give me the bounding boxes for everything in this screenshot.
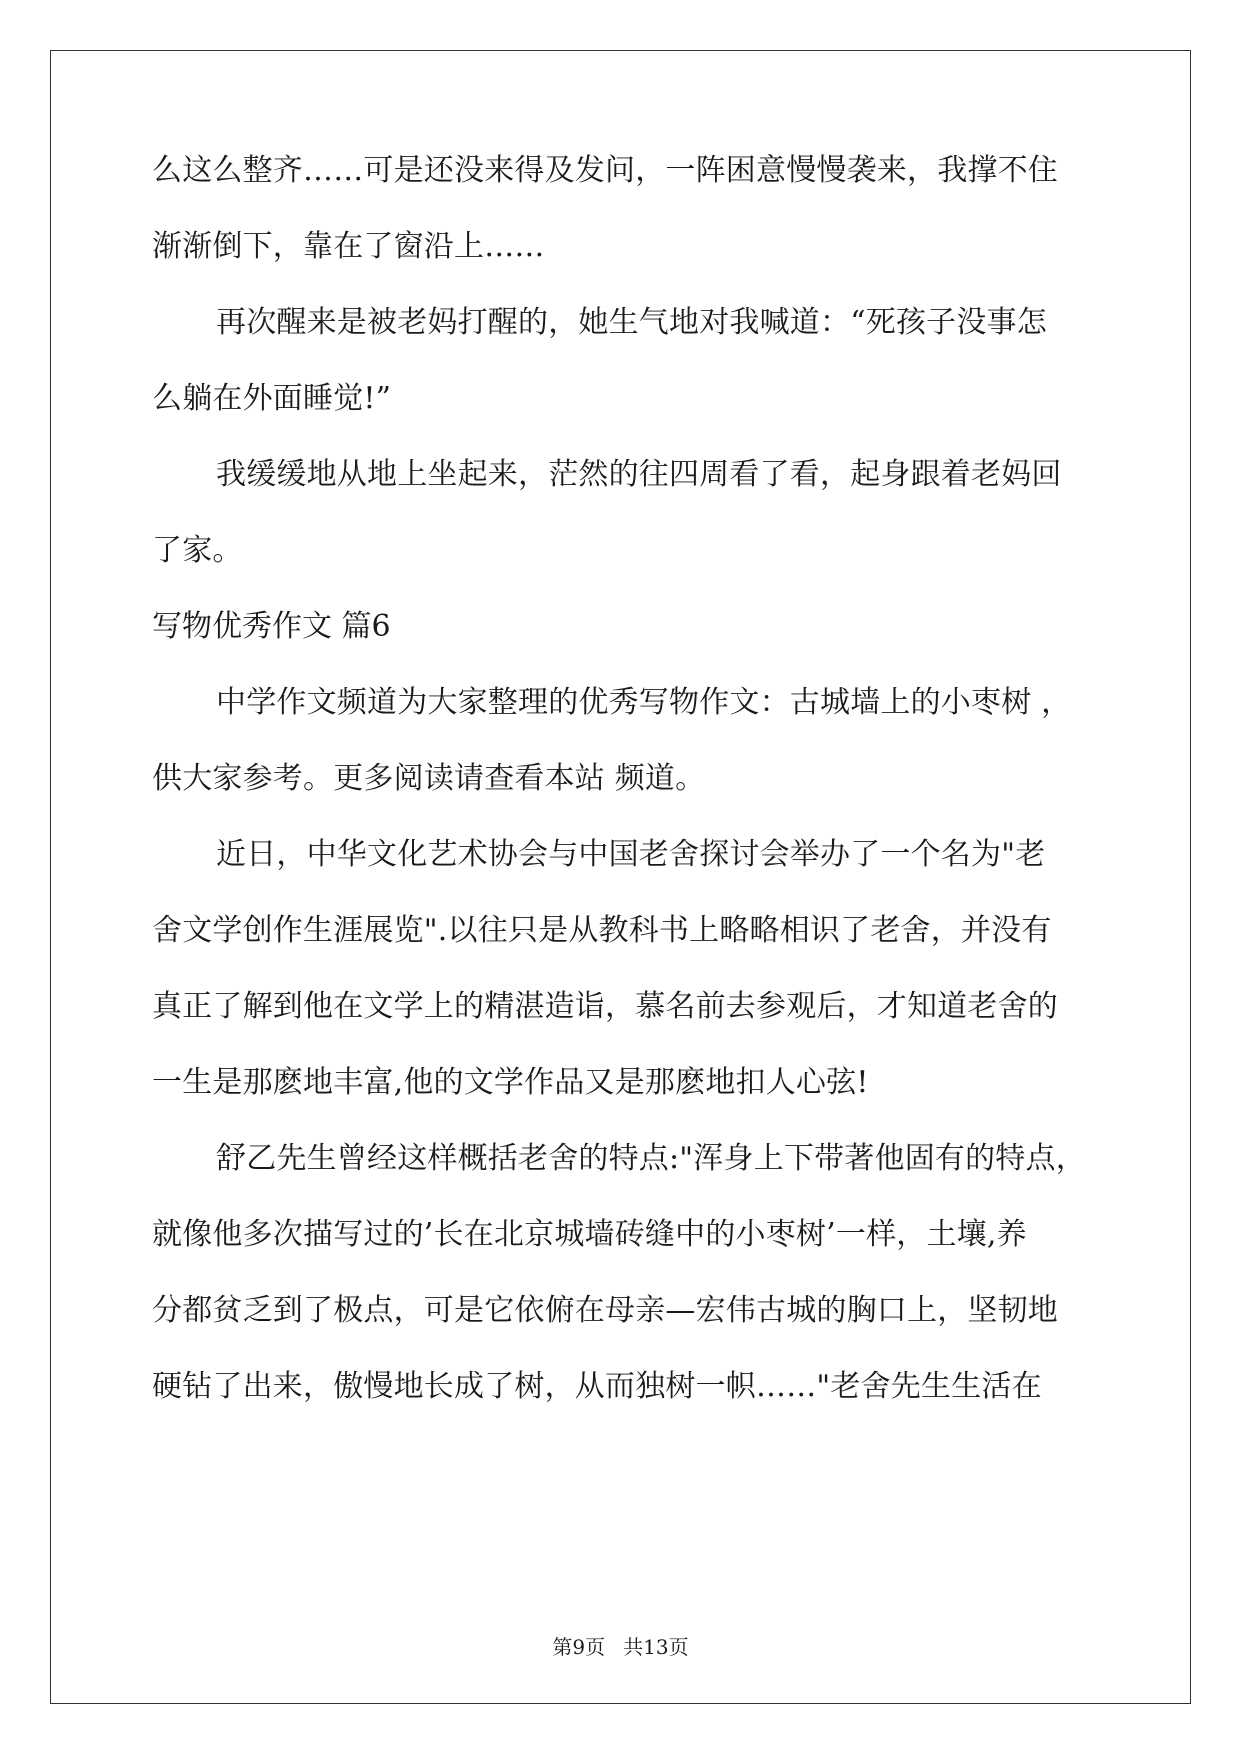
paragraph-start: 近日，中华文化艺术协会与中国老舍探讨会举办了一个名为"老 [216, 837, 1046, 872]
paragraph-start: 再次醒来是被老妈打醒的，她生气地对我喊道：“死孩子没事怎 [216, 305, 1047, 340]
text-line: 就像他多次描写过的’长在北京城墙砖缝中的小枣树’一样，土壤,养 [152, 1217, 1027, 1252]
text-line: 么这么整齐……可是还没来得及发问，一阵困意慢慢袭来，我撑不住 [152, 153, 1058, 188]
document-body [152, 153, 1087, 1448]
paragraph-start: 我缓缓地从地上坐起来，茫然的往四周看了看，起身跟着老妈回 [216, 457, 1062, 492]
text-line: 舍文学创作生涯展览".以往只是从教科书上略略相识了老舍，并没有 [152, 913, 1052, 948]
text-line: 分都贫乏到了极点，可是它依俯在母亲—宏伟古城的胸口上，坚韧地 [152, 1293, 1058, 1328]
text-line: 供大家参考。更多阅读请查看本站 频道。 [152, 761, 706, 796]
paragraph-start: 中学作文频道为大家整理的优秀写物作文：古城墙上的小枣树 ， [216, 685, 1072, 720]
text-line: 了家。 [152, 533, 243, 568]
page-number: 第9页 [552, 1635, 606, 1659]
text-line: 渐渐倒下，靠在了窗沿上…… [152, 229, 545, 264]
text-line: 么躺在外面睡觉!” [152, 381, 392, 416]
section-heading: 写物优秀作文 篇6 [152, 609, 391, 644]
text-line: 真正了解到他在文学上的精湛造诣，慕名前去参观后，才知道老舍的 [152, 989, 1058, 1024]
text-line: 一生是那麽地丰富,他的文学作品又是那麽地扣人心弦! [152, 1065, 869, 1100]
page-footer [0, 1635, 1241, 1659]
text-line: 硬钻了出来，傲慢地长成了树，从而独树一帜……"老舍先生生活在 [152, 1369, 1042, 1404]
paragraph-start: 舒乙先生曾经这样概括老舍的特点:"浑身上下带著他固有的特点， [216, 1141, 1086, 1176]
page-total: 共13页 [623, 1635, 689, 1659]
